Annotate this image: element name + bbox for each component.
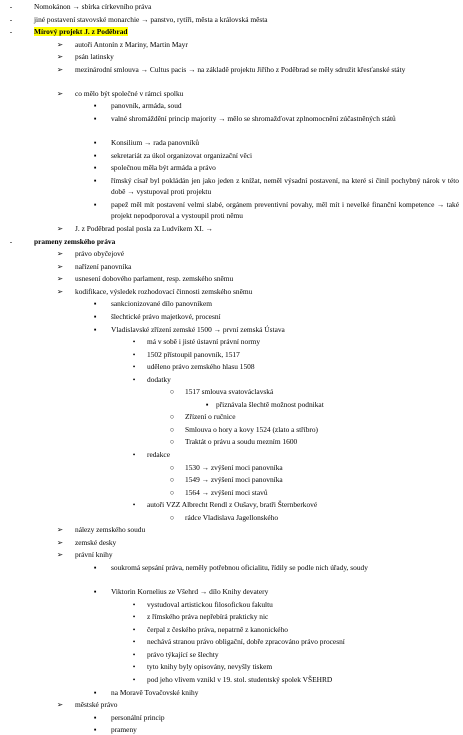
outline-item-text: uděleno právo zemského hlasu 1508: [147, 362, 255, 372]
outline-item-text: valné shromáždění princip majority → mělo se shromažďovat zplnomocnění zúčastněných států: [111, 114, 396, 123]
outline-item: [0, 650, 459, 660]
bullet-icon: -: [9, 14, 13, 24]
outline-item-text: 1549 → zvýšení moci panovníka: [185, 475, 283, 485]
outline-item: [0, 525, 459, 535]
bullet-icon: ▪: [93, 299, 97, 309]
bullet-icon: •: [132, 374, 136, 384]
bullet-icon: •: [132, 649, 136, 659]
outline-item-text: Konsilium → rada panovníků: [111, 138, 200, 148]
outline-item: [0, 437, 459, 447]
outline-item-text: Smlouva o hory a kovy 1524 (zlato a stříbro): [185, 424, 319, 434]
bullet-icon: ▪: [93, 101, 97, 111]
bullet-icon: ▪: [93, 712, 97, 722]
bullet-icon: ➢: [56, 537, 64, 547]
bullet-icon: -: [9, 2, 13, 11]
outline-item-text: jiné postavení stavovské monarchie → panstvo, rytíři, města a královská města: [34, 14, 268, 24]
outline-item-text: 1517 smlouva svatováclavská: [185, 387, 274, 397]
outline-item: [0, 412, 459, 422]
outline-item: [0, 463, 459, 473]
outline-item: [0, 114, 459, 136]
outline-item: [0, 40, 459, 50]
outline-item: [0, 262, 459, 272]
bullet-icon: •: [132, 362, 136, 372]
outline-item: [0, 274, 459, 284]
outline-item-text: z římského práva nepřebírá prakticky nic: [147, 612, 269, 622]
outline-item: [0, 375, 459, 385]
outline-item: [0, 325, 459, 335]
outline-item: [0, 101, 459, 111]
outline-item-text: Vladislavské zřízení zemské 1500 → první zemská Ústava: [111, 324, 285, 334]
bullet-icon: •: [132, 674, 136, 684]
bullet-icon: ➢: [56, 274, 64, 284]
outline-item-text: redakce: [147, 450, 170, 459]
bullet-icon: ▪: [93, 175, 97, 185]
outline-item-text: dodatky: [147, 374, 171, 384]
outline-item-text: panovník, armáda, soud: [111, 101, 182, 111]
bullet-icon: •: [132, 599, 136, 609]
bullet-icon: ▪: [93, 114, 97, 123]
outline-item-text: prameny zemského práva: [34, 236, 116, 246]
outline-item: [0, 513, 459, 523]
outline-item-text: prameny: [111, 725, 137, 735]
bullet-icon: •: [132, 450, 136, 459]
outline-item-text: kodifikace, výsledek rozhodovací činnosti zemského sněmu: [75, 286, 253, 296]
bullet-icon: •: [132, 662, 136, 672]
outline-item: [0, 52, 459, 62]
bullet-icon: •: [132, 349, 136, 359]
outline-item-text: čerpal z českého práva, nepatrně z kanonického: [147, 624, 288, 634]
outline-item-text: soukromá sepsání práva, neměly potřebnou oficialitu, řídily se podle nich úřady, soudy: [111, 562, 368, 572]
outline-item: [0, 237, 459, 247]
bullet-icon: ▪: [93, 199, 97, 209]
outline-item: [0, 587, 459, 597]
outline-item-text: personální princip: [111, 712, 165, 722]
bullet-icon: ➢: [56, 52, 64, 62]
outline-item: [0, 362, 459, 372]
bullet-icon: ➢: [56, 249, 64, 259]
outline-item-text: nařízení panovníka: [75, 261, 132, 271]
outline-item-text: na Moravě Tovačovské knihy: [111, 687, 199, 697]
bullet-icon: •: [132, 612, 136, 622]
bullet-icon: ➢: [56, 64, 64, 74]
bullet-icon: ➢: [56, 525, 64, 535]
outline-item-text: právo obyčejové: [75, 249, 125, 259]
outline-item: [0, 350, 459, 360]
outline-item: [0, 450, 459, 460]
highlighted-heading: Mírový projekt J. z Poděbrad: [34, 27, 128, 37]
outline-item: [0, 337, 459, 347]
bullet-icon: ▪: [93, 324, 97, 334]
bullet-icon: ➢: [56, 700, 64, 710]
outline-item-text: mezinárodní smlouva → Cultus pacis → na základě projektu Jiřího z Poděbrad se měly sdružit křesťanské státy: [75, 64, 406, 74]
outline-item-text: právo týkající se šlechty: [147, 649, 219, 659]
outline-item: [0, 400, 459, 410]
outline-item: [0, 550, 459, 560]
outline-item-text: autoři VZZ Albrecht Rendl z Oušavy, bratři Šternberkové: [147, 500, 318, 510]
outline-item-text: 1502 přístoupil panovník, 1517: [147, 349, 240, 359]
bullet-icon: ▪: [93, 138, 97, 148]
bullet-icon: ▪: [93, 150, 97, 160]
outline-item-text: rádce Vladislava Jagellonského: [185, 512, 279, 522]
bullet-icon: •: [132, 637, 136, 647]
outline-item: [0, 475, 459, 485]
outline-item: [0, 200, 459, 222]
outline-item: [0, 500, 459, 510]
outline-item-text: římský císař byl pokládán jen jako jeden z knížat, neměl výsadní postavení, na které si činil pochybný nárok v této době → vystupoval proti projektu: [111, 175, 459, 196]
outline-item: [0, 27, 459, 37]
outline-item: [0, 688, 459, 698]
bullet-icon: •: [132, 624, 136, 634]
outline-item: [0, 425, 459, 435]
outline-item: [0, 249, 459, 259]
outline-item: [0, 151, 459, 161]
bullet-icon: •: [132, 337, 136, 347]
outline-item: [0, 299, 459, 309]
outline-item: [0, 713, 459, 723]
bullet-icon: ➢: [56, 224, 64, 234]
bullet-icon: -: [9, 236, 13, 246]
outline-item-text: šlechtické právo majetkové, procesní: [111, 311, 221, 321]
outline-item: [0, 675, 459, 685]
outline-item: [0, 138, 459, 148]
bullet-icon: ➢: [56, 286, 64, 296]
outline-item: [0, 15, 459, 25]
outline-item-text: přiznávala šlechtě možnost podnikat: [216, 399, 324, 409]
outline-item: [0, 538, 459, 548]
outline-item-text: zemské desky: [75, 537, 117, 547]
outline-item-text: co mělo být společné v rámci spolku: [75, 88, 184, 98]
outline-item: [0, 65, 459, 87]
outline-item-text: Traktát o právu a soudu mezním 1600: [185, 437, 298, 447]
bullet-icon: ○: [169, 412, 175, 422]
bullet-icon: ▪: [205, 399, 209, 409]
outline-item-text: 1564 → zvýšení moci stavů: [185, 487, 268, 497]
bullet-icon: ▪: [93, 725, 97, 735]
outline-item-text: sankcionizované dílo panovníkem: [111, 299, 212, 309]
outline-item: [0, 287, 459, 297]
outline-item: [0, 176, 459, 198]
outline-item-text: právní knihy: [75, 550, 113, 560]
outline-item-text: 1530 → zvýšení moci panovníka: [185, 462, 283, 472]
outline-item-text: tyto knihy byly opisovány, nevyšly tiskem: [147, 662, 273, 672]
bullet-icon: ➢: [56, 39, 64, 49]
bullet-icon: ○: [169, 512, 175, 522]
bullet-icon: ○: [169, 462, 175, 472]
bullet-icon: ➢: [56, 261, 64, 271]
outline-item-text: papež měl mít postavení velmi slabé, orgánem preventivní povahy, měl mít i nevelké finanční kompetence → také projekt nepodporoval a vystoupil proti němu: [111, 199, 459, 220]
outline-item: [0, 387, 459, 397]
outline-item-text: autoři Antonín z Mariny, Martin Mayr: [75, 39, 188, 49]
outline-item: [0, 662, 459, 672]
outline-item: [0, 488, 459, 498]
outline-item: [0, 725, 459, 735]
outline-item: [0, 625, 459, 635]
bullet-icon: ▪: [93, 163, 97, 173]
outline-item: [0, 224, 459, 234]
bullet-icon: ○: [169, 487, 175, 497]
outline-item-text: usnesení dobového parlament, resp. zemského sněmu: [75, 274, 234, 284]
outline-item-text: společnou měla být armáda a právo: [111, 163, 216, 173]
outline-item-text: má v sobě i jisté ústavní právní normy: [147, 337, 261, 347]
outline-item-text: J. z Poděbrad poslal posla za Ludvíkem XI. →: [75, 224, 213, 234]
outline-item-text: pod jeho vlivem vznikl v 19. stol. studentský spolek VŠEHRD: [147, 674, 333, 684]
outline-item-text: městské právo: [75, 700, 118, 710]
outline-item-text: nechává stranou právo obligační, dobře zpracováno právo procesní: [147, 637, 345, 647]
outline-item-text: vystudoval artistickou filosofickou fakultu: [147, 599, 273, 609]
outline-item-text: sekretariát za úkol organizovat organizační věci: [111, 150, 253, 160]
outline-item: [0, 700, 459, 710]
outline-item: [0, 563, 459, 585]
outline-item: [0, 2, 459, 12]
outline-item: [0, 600, 459, 610]
bullet-icon: ○: [169, 387, 175, 397]
outline-item: [0, 312, 459, 322]
outline-item-text: [34, 27, 128, 37]
bullet-icon: ➢: [56, 88, 64, 98]
bullet-icon: ▪: [93, 562, 97, 572]
bullet-icon: ➢: [56, 550, 64, 560]
outline-item: [0, 637, 459, 647]
bullet-icon: •: [132, 500, 136, 510]
bullet-icon: ○: [169, 424, 175, 434]
outline-item-text: Zřízení o ručnice: [185, 412, 236, 422]
outline-item-text: Viktorin Kornelius ze Všehrd → dílo Knihy devatery: [111, 587, 269, 597]
outline-item-text: psán latinsky: [75, 52, 114, 62]
outline-item: [0, 163, 459, 173]
outline-item: [0, 89, 459, 99]
bullet-icon: -: [9, 27, 13, 37]
outline-item: [0, 612, 459, 622]
outline-item-text: nálezy zemského soudu: [75, 525, 146, 535]
outline-item-text: Nomokánon → sbírka církevního práva: [34, 2, 152, 11]
bullet-icon: ○: [169, 475, 175, 485]
bullet-icon: ○: [169, 437, 175, 447]
bullet-icon: ▪: [93, 587, 97, 597]
bullet-icon: ▪: [93, 687, 97, 697]
bullet-icon: ▪: [93, 311, 97, 321]
